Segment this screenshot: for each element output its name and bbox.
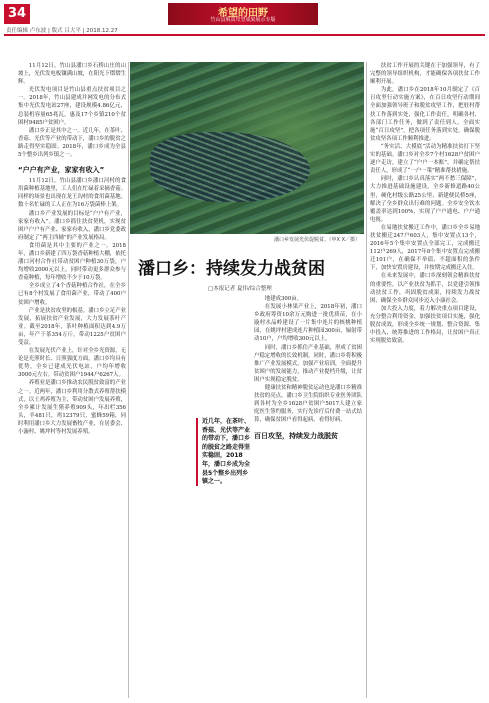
paragraph: 在未来发展中，潘口乡深刻领会精准扶贫的重要性，以产业扶贫为抓手，以党建引领推动扶贫工作，巩固脱贫成果，持续发力战贫困，确保全乡群众同步迈入小康社会。 — [370, 273, 480, 304]
column-divider — [366, 62, 367, 698]
paragraph: 光伏发电项目是竹山县重点扶贫项目之一。2018年，竹山县建成并网发电的分布式集中光伏发电站27座，建设规模4.86亿元，总装机容量65兆瓦，惠及17个乡镇210个贫困村9485户贫困户。 — [18, 87, 126, 126]
paragraph: 全乡成立了4个香菇种植合作社，在全乡已有8个村发展了食用菌产业，带动了400户贫困户增收。 — [18, 283, 126, 306]
subheading: “户户有产业，家家有收入” — [18, 166, 105, 175]
paragraph: 健康扶贫和精神脱贫运动也是潘口乡精准扶贫的亮点。潘口乡卫生院组织专业医务团队到各村为全乡1628户贫困户5017人建立家庭医生签约服务，实行先诊疗后付费一站式结算，确保贫困户看得起病、看得好病。 — [254, 385, 362, 424]
paragraph: 产业是扶贫攻坚的根基。潘口乡立足产业发展，拓展扶贫产业发展，大力发展茶叶产业。截至2018年，茶叶种植面积达到4.9万亩，年产干茶354万斤，带动1225户贫困户受益。 — [18, 307, 126, 346]
column-1 — [18, 62, 126, 698]
section-banner — [168, 3, 318, 25]
paragraph: 在发展小林果产业上，2018年初，潘口乡政府筹资10余万元购进一批优质苗，在小漩村水品岭建设了一片集中连片的核桃种植园，在姚坪村建成连片种植园300亩，辐射带动10户，户均增收300元以上。 — [254, 304, 362, 343]
page-header — [0, 0, 489, 36]
article-byline: □本报记者 夏伟/综合整理 — [208, 286, 272, 292]
paragraph: 养殖业是潘口乡推动农民脱贫致富的产业之一。近两年，潘口乡利用分散式养殖帮扶模式，以土鸡养殖为主，带动贫困户发展养殖，全乡累计发展生猪养殖909头，年出栏356头，羊481只，鸡12379只，蜜蜂59箱，同时利用潘口乡大力发展畜牧产业，在居委会、小漩村、姚坪村等村发展养殖。 — [18, 380, 126, 436]
photo-caption: 潘口乡发展光伏促脱贫。（申X X／摄） — [274, 237, 360, 243]
paragraph: 为此，潘口乡在2018年10月制定了《百日攻坚行动实施方案》，在百日攻坚行动期间全面加强领导班子和脱贫攻坚工作，把驻村帮扶工作落到实处，强化工作责任，明确各村、各部门工作任务，做到了责任到人，全面实施“百日攻坚”，把各项任务落到实处，确保脱贫攻坚各项工作顺利推进。 — [370, 87, 480, 142]
paragraph: 在易地扶贫搬迁工作中，潘口乡全乡易地扶贫搬迁247户603人，集中安置点13个，2016年5个集中安置点全部完工，完成搬迁112户269人，2017年8个集中安置点完成搬迁101户，在确保不举债、不超面积的条件下，加快安置房建设，并按期完成搬迁入住。 — [370, 224, 480, 272]
column-3 — [370, 62, 480, 698]
column-2 — [254, 295, 362, 695]
subheading: 百日攻坚，持续发力战脱贫 — [254, 431, 338, 440]
paragraph: 11月12日，竹山县潘口乡石桥山庄的山坡上，光伏发电板镶满山坡，在阳光下熠熠生辉。 — [18, 63, 126, 86]
paragraph: 同时，潘口乡认真落实“两不愁三保障”，大力推进基础设施建设，全乡新修道路40公里，硬化村级公路25公里，新建便民桥5座，解决了全乡群众出行难的问题。全乡安全饮水覆盖率达到100%，实现了户户通电、户户通电视。 — [370, 176, 480, 223]
paragraph: 扶贫工作开展的关键在于加强领导，有了完整的领导组织机构，才能确保各项扶贫工作顺利开展。 — [370, 63, 480, 86]
paragraph: 在发展光伏产业上，针对全乡光资源，无论是光照时长、日照强度方面，潘口乡均具有优势，全乡已建成光伏电站，户均年增收3000元左右。带动贫困户1944户6267人。 — [18, 348, 126, 379]
page-number: 34 — [4, 4, 30, 24]
editor-meta: 责任编辑 卢东波 | 版式 吕大平 | 2018.12.27 — [6, 28, 118, 34]
paragraph: 11月12日，竹山县潘口乡潘口河村的食用菌种植基地里，工人们在忙碌着采摘香菇。同样的场景也出现在龙王沟村的食用菌基地。数十名忙碌的工人正在为16万袋菌棒上架。 — [18, 178, 126, 209]
column-divider — [128, 62, 129, 698]
paragraph: 食用菌是其中主要的产业之一。2018年，潘口乡新建了四万袋香菇种植大棚，依托潘口河村合作社带动贫困户种植30万袋，户均增收2000元以上，同时带动更多群众参与香菇种植，每年增收不少于10万袋。 — [18, 242, 126, 282]
paragraph: 地建成300亩。 — [264, 296, 303, 302]
section-title: 希望的田野 — [218, 8, 268, 19]
paragraph: “务实活、大摸底”活动为精准扶贫打下坚实的基础。潘口乡对全乡7个村1628户贫困户逐户走访，建立了“户户一本账”，并确定帮扶责任人，形成了“一户一策”精准帮扶措施。 — [370, 143, 480, 175]
paragraph: 加大投入力度，着力解决重点项目建设，充分整合利用资金，加强扶贫项目实施，强化脱贫成效，形成全乡统一规划、整合资源、集中投入、统筹推进的工作格局，让贫困户真正实现脱贫致富。 — [370, 305, 480, 345]
section-subtitle: 竹山县脱贫攻坚成果展示专版 — [210, 17, 276, 23]
paragraph: 潘口乡正是其中之一。近几年，在茶叶、香菇、光伏等产业的带动下，潘口乡的脱贫之路走得坚实稳固。2018年，潘口乡成为全县5个整乡出列乡镇之一。 — [18, 127, 126, 159]
header-rule — [4, 34, 485, 36]
solar-panels — [150, 132, 310, 202]
solar-farm-photo — [130, 62, 364, 234]
pull-quote: 近几年，在茶叶、香菇、光伏等产业的带动下，潘口乡的脱贫之路走得坚实稳固，2018年，潘口乡成为全县5个整乡出列乡镇之一。 — [196, 418, 254, 486]
article-headline: 潘口乡：持续发力战贫困 — [138, 259, 325, 279]
paragraph: 同时，潘口乡抓住产业基础，形成了贫困户稳定增收的长效机制。同时，潘口乡将积极推广产业发展模式，加强产业培训，全面提升贫困户的发展能力，推动产业提档升级，让贫困户实现稳定脱贫。 — [254, 344, 362, 383]
paragraph: 潘口乡产业发展的目标是“户户有产业，家家有收入”。潘口乡抓住扶贫契机，实现贫困户户户有产业、家家有收入，潘口乡党委政府制定了“两主四辅”的产业发展格局。 — [18, 210, 126, 241]
